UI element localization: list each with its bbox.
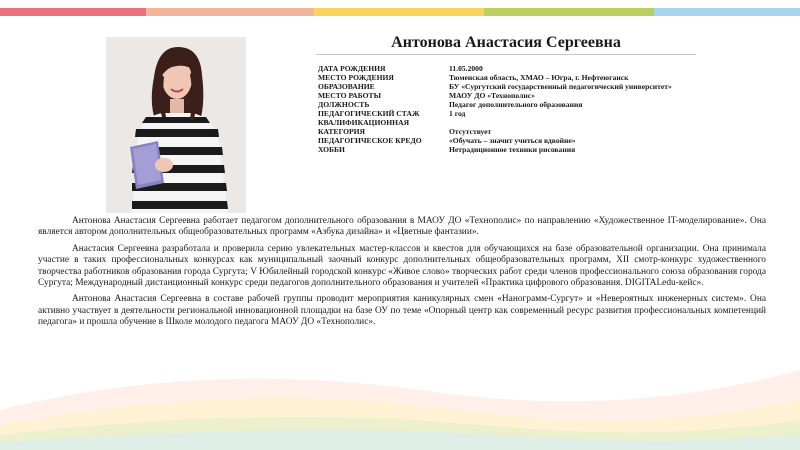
info-value [449,118,778,127]
info-label: ПЕДАГОГИЧЕСКИЙ СТАЖ [318,109,420,118]
info-value: Педагог дополнительного образования [449,100,583,109]
info-value: «Обучать – значит учиться вдвойне» [449,136,576,145]
top-color-bar [0,8,800,16]
info-value: 11.05.2000 [449,64,483,73]
info-row-hobby [318,145,778,154]
name-divider [316,54,696,55]
color-segment-green [484,8,654,16]
portrait-photo [106,37,246,213]
info-row-education [318,82,778,91]
color-segment-yellow [314,8,484,16]
info-label: ДАТА РОЖДЕНИЯ [318,64,386,73]
info-row-qualification [318,118,778,127]
info-label: МЕСТО РАБОТЫ [318,91,382,100]
info-value: Отсутствует [449,127,492,136]
color-segment-peach [146,8,314,16]
info-value: БУ «Сургутский государственный педагогический университет» [449,82,672,91]
bio-paragraph: Анастасия Сергеевна разработала и проверила серию увлекательных мастер-классов и квестов для обучающихся на базе образовательной организации. Она принимала участие в таких профессиональных конкурсах как муниципальный заочный конкурс дополнительных общеобразовательных программ, XII смотр-конкурс художественного творчества работников образования города Сургута; V Юбилейный городской конкурс «Живое слово» творческих работ среди членов профессионального союза образования города Сургута; Международный дистанционный конкурс среди педагогов дополнительного образования и учителей «Практика цифрового образования. DIGITALedu-кейс». [38,243,766,289]
info-table [318,64,778,154]
info-label: КВАЛИФИКАЦИОННАЯ [318,118,410,127]
info-value: МАОУ ДО «Технополис» [449,91,535,100]
info-label: ХОББИ [318,145,345,154]
portrait-illustration [106,37,246,213]
info-label: ОБРАЗОВАНИЕ [318,82,375,91]
info-label: КАТЕГОРИЯ [318,127,366,136]
info-value: Нетрадиционное техники рисования [449,145,576,154]
color-segment-red [0,8,146,16]
info-row-workplace [318,91,778,100]
bio-paragraph: Антонова Анастасия Сергеевна работает педагогом дополнительного образования в МАОУ ДО «Технополис» по направлению «Художественное IT-моделирование». Она является автором дополнительных общеобразовательных программ «Азбука дизайна» и «Цветные фантазии». [38,216,766,238]
person-name: Антонова Анастасия Сергеевна [391,34,621,51]
info-row-credo [318,136,778,145]
info-value: Тюменская область, ХМАО – Югра, г. Нефтеюганск [449,73,629,82]
info-row-position [318,100,778,109]
bio-paragraph: Антонова Анастасия Сергеевна в составе рабочей группы проводит мероприятия каникулярных смен «Нанограмм-Сургут» и «Невероятных инженерных систем». Она активно участвует в деятельности региональной инновационной площадки на базе ОУ по теме «Опорный центр как современный ресурс развития профессиональных компетенций педагога» и прошла обучение в Школе молодого педагога МАОУ ДО «Технополис». [38,294,766,328]
info-row-experience [318,109,778,118]
info-label: ПЕДАГОГИЧЕСКОЕ КРЕДО [318,136,422,145]
decorative-swoosh [0,330,800,450]
info-row-birth-place [318,73,778,82]
info-row-birth-date [318,64,778,73]
info-row-category [318,127,778,136]
info-label: МЕСТО РОЖДЕНИЯ [318,73,394,82]
info-label: ДОЛЖНОСТЬ [318,100,370,109]
info-value: 1 год [449,109,466,118]
biography [38,216,766,334]
color-segment-blue [654,8,800,16]
